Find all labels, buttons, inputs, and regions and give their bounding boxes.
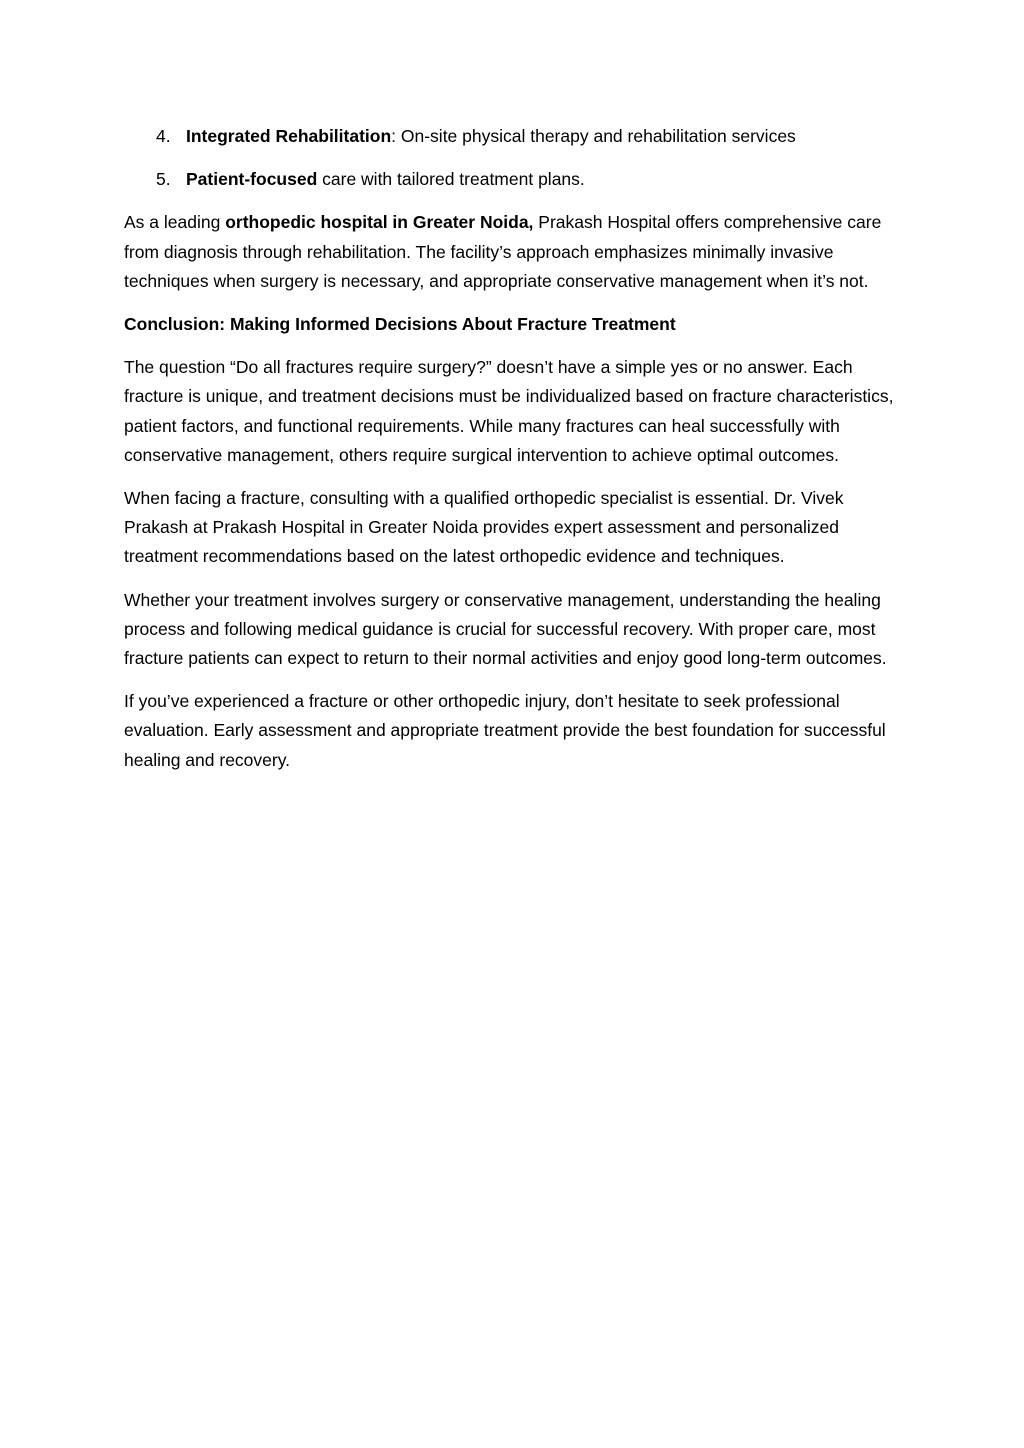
paragraph-seek-evaluation: If you’ve experienced a fracture or other orthopedic injury, don’t hesitate to seek professional evaluation. Early assessment and appropriate treatment provide the best foundation for successful healing and recovery. [124,691,886,770]
list-item-bold-text: Patient-focused [186,169,318,190]
list-item [124,122,894,151]
intro-text-after: Prakash Hospital offers comprehensive care from diagnosis through rehabilitation. The facility’s approach emphasizes minimally invasive techniques when surgery is necessary, and appropriate conservative management when it’s not. [124,212,882,291]
intro-bold-link-text: orthopedic hospital in Greater Noida, [225,212,534,233]
intro-text-before: As a leading [124,212,226,233]
list-item [124,165,894,194]
conclusion-heading: Conclusion: Making Informed Decisions About Fracture Treatment [124,314,676,335]
paragraph-recovery: Whether your treatment involves surgery or conservative management, understanding the healing process and following medical guidance is crucial for successful recovery. With proper care, most fracture patients can expect to return to their normal activities and enjoy good long-term outcomes. [124,589,887,669]
list-item-text: care with tailored treatment plans. [317,169,585,190]
paragraph-question: The question “Do all fractures require surgery?” doesn’t have a simple yes or no answer. Each fracture is unique, and treatment decisions must be individualized based on fracture characteristics, patient factors, and functional requirements. While many fractures can heal successfully with conservative management, others require surgical intervention to achieve optimal outcomes. [124,357,894,465]
paragraph-consult-specialist: When facing a fracture, consulting with a qualified orthopedic specialist is essential. Dr. Vivek Prakash at Prakash Hospital in Greater Noida provides expert assessment and personalized treatment recommendations based on the latest orthopedic evidence and techniques. [124,488,844,567]
document-page [124,122,894,789]
numbered-list [124,122,894,194]
list-item-text: : On-site physical therapy and rehabilitation services [391,126,796,146]
list-number: 5. [156,169,171,190]
list-item-bold-text: Integrated Rehabilitation [186,126,392,146]
intro-paragraph [124,208,894,296]
list-number: 4. [156,126,171,146]
